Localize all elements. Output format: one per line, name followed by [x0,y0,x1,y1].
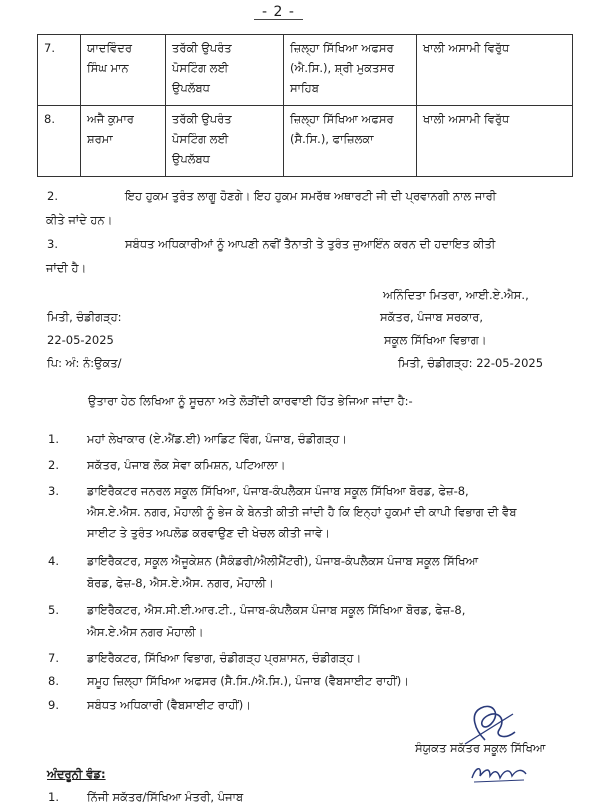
officer-name-cell: ਯਾਦਵਿੰਦਰ ਸਿੰਘ ਮਾਨ [81,35,166,106]
list-item: ਬੋਰਡ, ਫੇਜ਼-8, ਐਸ.ਏ.ਐਸ. ਨਗਰ, ਮੋਹਾਲੀ। [87,576,274,590]
place-label: ਮਿਤੀ, ਚੰਡੀਗੜ੍ਹ: [47,310,122,324]
list-item: ਸਾਈਟ ਤੇ ਤੁਰੰਤ ਅਪਲੋਡ ਕਰਵਾਉਣ ਦੀ ਖੇਚਲ ਕੀਤੀ ਜਾਵੇ। [87,526,331,540]
signature-title: ਸੰਯੁਕਤ ਸਕੱਤਰ ਸਕੂਲ ਸਿੱਖਿਆ [415,741,546,755]
paragraph-text: ਜਾਂਦੀ ਹੈ। [46,261,87,275]
internal-heading: ਅੰਦਰੂਨੀ ਵੰਡ: [47,767,106,781]
serial-cell: 8. [38,106,81,177]
list-number: 4. [48,554,59,568]
list-item: ਡਾਇਰੈਕਟਰ ਜਨਰਲ ਸਕੂਲ ਸਿੱਖਿਆ, ਪੰਜਾਬ-ਕੰਪਲੈਕਸ ਪੰਜਾਬ ਸਕੂਲ ਸਿੱਖਿਆ ਬੋਰਡ, ਫੇਜ਼-8, [87,484,469,498]
list-item: ਐਸ.ਏ.ਐਸ. ਨਗਰ, ਮੋਹਾਲੀ ਨੂੰ ਭੇਜ ਕੇ ਬੇਨਤੀ ਕੀਤੀ ਜਾਂਦੀ ਹੈ ਕਿ ਇਨ੍ਹਾਂ ਹੁਕਮਾਂ ਦੀ ਕਾਪੀ ਵਿਭਾਗ ਦੀ ਵੈਬ [87,505,517,519]
endorsement-date: ਮਿਤੀ, ਚੰਡੀਗੜ੍ਹ: 22-05-2025 [398,356,544,370]
list-item: ਸਮੂਹ ਜ਼ਿਲ੍ਹਾ ਸਿੱਖਿਆ ਅਫਸਰ (ਸੈ.ਸਿ./ਐ.ਸਿ.), ਪੰਜਾਬ (ਵੈਬਸਾਈਟ ਰਾਹੀਂ)। [87,674,410,688]
signatory-name: ਅਨਿੰਦਿਤਾ ਮਿਤਰਾ, ਆਈ.ਏ.ਐਸ., [383,288,529,302]
serial-cell: 7. [38,35,81,106]
table-row [38,35,573,106]
reason-cell: ਤਰੱਕੀ ਉਪਰੰਤ ਪੋਸਟਿੰਗ ਲਈ ਉਪਲੱਬਧ [166,106,284,177]
endorsement-number: ਪਿ: ਅੰ: ਨੰ:ਉਕਤ/ [47,356,122,370]
copy-intro: ਉਤਾਰਾ ਹੇਠ ਲਿਖਿਆ ਨੂੰ ਸੂਚਨਾ ਅਤੇ ਲੋੜੀਂਦੀ ਕਾਰਵਾਈ ਹਿੱਤ ਭੇਜਿਆ ਜਾਂਦਾ ਹੈ:- [88,394,413,408]
transfer-table [37,34,573,177]
list-item: ਡਾਇਰੈਕਟਰ, ਸਿੱਖਿਆ ਵਿਭਾਗ, ਚੰਡੀਗੜ੍ਹ ਪ੍ਰਸ਼ਾਸਨ, ਚੰਡੀਗੜ੍ਹ। [87,651,362,665]
list-item: ਸਬੰਧਤ ਅਧਿਕਾਰੀ (ਵੈਬਸਾਈਟ ਰਾਹੀਂ)। [87,698,251,712]
list-number: 5. [48,603,59,617]
initials-signature [468,760,530,786]
officer-name-cell: ਅਜੈ ਕੁਮਾਰ ਸ਼ਰਮਾ [81,106,166,177]
remarks-cell: ਖਾਲੀ ਅਸਾਮੀ ਵਿਰੁੱਧ [417,106,573,177]
table-row [38,106,573,177]
remarks-cell: ਖਾਲੀ ਅਸਾਮੀ ਵਿਰੁੱਧ [417,35,573,106]
list-number: 3. [48,484,59,498]
list-number: 8. [48,674,59,688]
list-item: ਨਿੱਜੀ ਸਕੱਤਰ/ਸਿੱਖਿਆ ਮੰਤਰੀ, ਪੰਜਾਬ [87,790,244,804]
list-number: 2. [48,458,59,472]
posting-cell: ਜ਼ਿਲ੍ਹਾ ਸਿੱਖਿਆ ਅਫਸਰ (ਐ.ਸਿ.), ਸ਼੍ਰੀ ਮੁਕਤਸਰ ਸਾਹਿਬ [284,35,417,106]
list-number: 1. [48,432,59,446]
list-item: ਡਾਇਰੈਕਟਰ, ਐਸ.ਸੀ.ਈ.ਆਰ.ਟੀ., ਪੰਜਾਬ-ਕੰਪਲੈਕਸ ਪੰਜਾਬ ਸਕੂਲ ਸਿੱਖਿਆ ਬੋਰਡ, ਫੇਜ਼-8, [87,603,466,617]
list-number: 1. [48,790,59,804]
reason-cell: ਤਰੱਕੀ ਉਪਰੰਤ ਪੋਸਟਿੰਗ ਲਈ ਉਪਲੱਬਧ [166,35,284,106]
paragraph-number: 3. [47,237,58,251]
paragraph-text: ਸਬੰਧਤ ਅਧਿਕਾਰੀਆਂ ਨੂੰ ਆਪਣੀ ਨਵੀਂ ਤੈਨਾਤੀ ਤੇ ਤੁਰੰਤ ਜੁਆਇੰਨ ਕਰਨ ਦੀ ਹਦਾਇਤ ਕੀਤੀ [125,237,496,251]
issue-date: 22-05-2025 [47,333,114,347]
page-number: - 2 - [262,4,295,20]
paragraph-text: ਇਹ ਹੁਕਮ ਤੁਰੰਤ ਲਾਗੂ ਹੋਣਗੇ। ਇਹ ਹੁਕਮ ਸਮਰੱਥ ਅਥਾਰਟੀ ਜੀ ਦੀ ਪ੍ਰਵਾਨਗੀ ਨਾਲ ਜਾਰੀ [125,189,497,203]
signatory-designation: ਸਕੱਤਰ, ਪੰਜਾਬ ਸਰਕਾਰ, [380,310,484,324]
paragraph-text: ਕੀਤੇ ਜਾਂਦੇ ਹਨ। [46,213,113,227]
signatory-department: ਸਕੂਲ ਸਿੱਖਿਆ ਵਿਭਾਗ। [384,333,487,347]
list-number: 7. [48,651,59,665]
paragraph-number: 2. [47,189,58,203]
list-item: ਮਹਾਂ ਲੇਖਾਕਾਰ (ਏ.ਐਂਡ.ਈ) ਆਡਿਟ ਵਿੰਗ, ਪੰਜਾਬ, ਚੰਡੀਗੜ੍ਹ। [87,432,348,446]
list-item: ਐਸ.ਏ.ਐਸ ਨਗਰ ਮੋਹਾਲੀ। [87,625,204,639]
list-item: ਸਕੱਤਰ, ਪੰਜਾਬ ਲੋਕ ਸੇਵਾ ਕਮਿਸ਼ਨ, ਪਟਿਆਲਾ। [87,458,286,472]
list-number: 9. [48,698,59,712]
list-item: ਡਾਇਰੈਕਟਰ, ਸਕੂਲ ਐਜੂਕੇਸ਼ਨ (ਸੈਕੰਡਰੀ/ਐਲੀਮੈਂਟਰੀ), ਪੰਜਾਬ-ਕੰਪਲੈਕਸ ਪੰਜਾਬ ਸਕੂਲ ਸਿੱਖਿਆ [87,554,479,568]
posting-cell: ਜ਼ਿਲ੍ਹਾ ਸਿੱਖਿਆ ਅਫਸਰ (ਸੈ.ਸਿ.), ਫਾਜ਼ਿਲਕਾ [284,106,417,177]
